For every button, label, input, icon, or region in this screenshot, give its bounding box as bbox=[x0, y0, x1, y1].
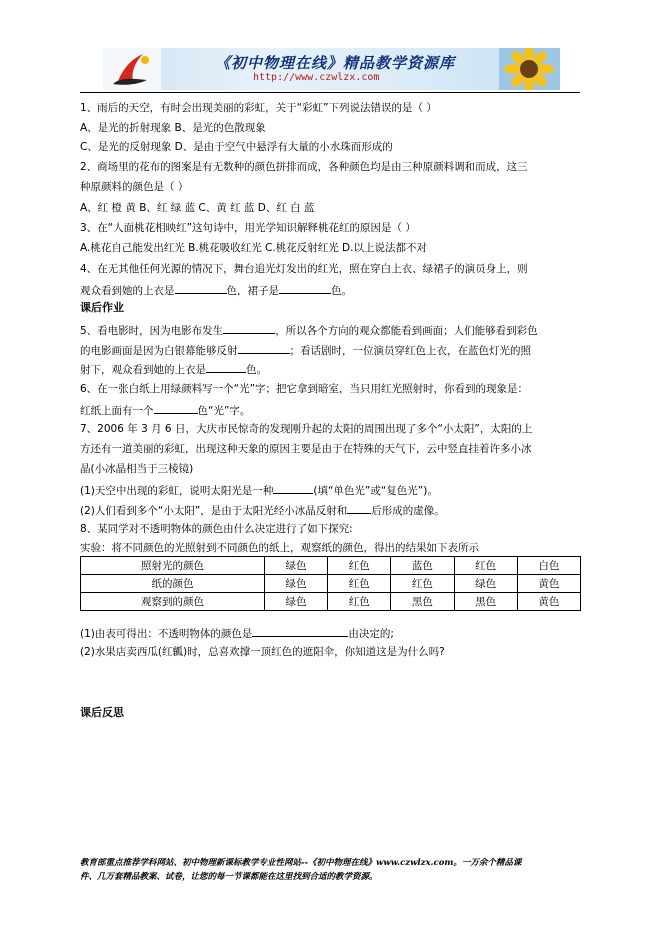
table-cell: 红色 bbox=[328, 575, 391, 593]
question-line-q5-b bbox=[80, 342, 531, 358]
text-segment: 后形成的虚像。 bbox=[371, 505, 445, 517]
answer-blank[interactable] bbox=[223, 322, 275, 334]
table-row-header: 照射光的颜色 bbox=[81, 557, 265, 575]
text-segment: 由决定的; bbox=[348, 628, 394, 640]
answer-blank[interactable] bbox=[154, 402, 198, 414]
question-line-q6-b bbox=[80, 402, 250, 418]
question-line-q1-ab: A、是光的折射现象 B、是光的色散现象 bbox=[80, 122, 266, 134]
answer-blank[interactable] bbox=[252, 625, 348, 637]
text-segment: (1)天空中出现的彩虹，说明太阳光是一种 bbox=[80, 485, 274, 497]
footer-line: 教育部重点推荐学科网站、初中物理新课标教学专业性网站--《初中物理在线》www.czwlzx.com。一万余个精品课 bbox=[80, 858, 522, 868]
question-line-q4-a: 4、在无其他任何光源的情况下，舞台追光灯发出的红光，照在穿白上衣、绿裙子的演员身上，则 bbox=[80, 263, 528, 275]
question-line-q8-1 bbox=[80, 625, 394, 641]
question-line-q1-cd: C、是光的反射现象 D、是由于空气中悬浮有大量的小水珠而形成的 bbox=[80, 141, 393, 153]
question-line-q5-c bbox=[80, 361, 267, 377]
text-segment: (1)由表可得出：不透明物体的颜色是 bbox=[80, 628, 253, 640]
question-line-q8-2: (2)水果店卖西瓜(红瓤)时，总喜欢撑一顶红色的遮阳伞，你知道这是为什么吗? bbox=[80, 646, 445, 658]
answer-blank[interactable] bbox=[206, 361, 246, 373]
answer-blank[interactable] bbox=[175, 282, 227, 294]
answer-blank[interactable] bbox=[238, 342, 290, 354]
table-cell: 黑色 bbox=[391, 593, 454, 611]
table-cell: 绿色 bbox=[264, 593, 327, 611]
table-row bbox=[81, 575, 581, 593]
question-line-q1: 1、雨后的天空，有时会出现美丽的彩虹，关于“彩虹”下列说法错误的是（ ） bbox=[80, 102, 437, 114]
table-cell: 红色 bbox=[454, 557, 517, 575]
question-line-q4-b bbox=[80, 282, 352, 298]
table-row bbox=[81, 557, 581, 575]
footer-line: 件、几万套精品教案、试卷，让您的每一节课都能在这里找到合适的教学资源。 bbox=[80, 872, 378, 882]
text-segment: 色“光”字。 bbox=[197, 405, 251, 417]
question-line-q3: 3、在“人面桃花相映红”这句诗中，用光学知识解释桃花红的原因是（ ） bbox=[80, 222, 416, 234]
answer-blank[interactable] bbox=[347, 502, 371, 514]
table-cell: 白色 bbox=[517, 557, 580, 575]
question-line-q2-opts: A、红 橙 黄 B、红 绿 蓝 C、黄 红 蓝 D、红 白 蓝 bbox=[80, 202, 315, 214]
answer-blank[interactable] bbox=[273, 482, 313, 494]
question-line-q7-a: 7、2006 年 3 月 6 日，大庆市民惊奇的发现刚升起的太阳的周围出现了多个“小太阳”，太阳的上 bbox=[80, 423, 533, 435]
text-segment: 色，裙子是 bbox=[226, 285, 279, 297]
text-segment: 5、看电影时，因为电影布发生 bbox=[80, 325, 224, 337]
header-rule bbox=[80, 92, 580, 93]
question-line-q3-opts: A.桃花自己能发出红光 B.桃花吸收红光 C.桃花反射红光 D.以上说法都不对 bbox=[80, 242, 427, 254]
table-cell: 红色 bbox=[328, 557, 391, 575]
section-heading-hw: 课后作业 bbox=[80, 301, 124, 314]
text-segment: 射下，观众看到她的上衣是 bbox=[80, 364, 206, 376]
text-segment: (填“单色光”或“复色光”)。 bbox=[313, 485, 438, 497]
text-segment: 的电影画面是因为白银幕能够反射 bbox=[80, 345, 238, 357]
banner-title: 《初中物理在线》精品教学资源库 bbox=[215, 54, 456, 72]
header-banner bbox=[103, 48, 560, 90]
text-segment: 观众看到她的上衣是 bbox=[80, 285, 175, 297]
experiment-table bbox=[80, 556, 581, 611]
table-cell: 黄色 bbox=[517, 575, 580, 593]
site-logo-icon bbox=[103, 48, 161, 90]
question-line-q6-a: 6、在一张白纸上用绿颜料写一个“光”字；把它拿到暗室，当只用红光照射时，你看到的现象是： bbox=[80, 383, 529, 395]
table-cell: 红色 bbox=[328, 593, 391, 611]
question-line-q7-c: 晶(小冰晶相当于三棱镜) bbox=[80, 463, 194, 475]
question-line-q8-exp: 实验：将不同颜色的光照射到不同颜色的纸上，观察纸的颜色，得出的结果如下表所示 bbox=[80, 542, 479, 554]
sunflower-icon bbox=[499, 48, 560, 90]
table-cell: 绿色 bbox=[264, 575, 327, 593]
text-segment: (2)人们看到多个“小太阳”，是由于太阳光经小冰晶反射和 bbox=[80, 505, 348, 517]
text-segment: ；看话剧时，一位演员穿红色上衣，在蓝色灯光的照 bbox=[289, 345, 531, 357]
question-line-q5-a bbox=[80, 322, 538, 338]
table-cell: 黑色 bbox=[454, 593, 517, 611]
text-segment: 红纸上面有一个 bbox=[80, 405, 154, 417]
table-cell: 绿色 bbox=[264, 557, 327, 575]
table-row-header: 纸的颜色 bbox=[81, 575, 265, 593]
question-line-q7-2 bbox=[80, 502, 445, 518]
table-cell: 绿色 bbox=[454, 575, 517, 593]
table-row-header: 观察到的颜色 bbox=[81, 593, 265, 611]
question-line-q2-a: 2、商场里的花布的图案是有无数种的颜色拼排而成，各种颜色均是由三种原颜料调和而成，这三 bbox=[80, 161, 528, 173]
banner-url[interactable]: http://www.czwlzx.com bbox=[253, 72, 380, 83]
text-segment: 色。 bbox=[246, 364, 267, 376]
question-line-q2-b: 种原颜料的颜色是（ ） bbox=[80, 181, 189, 193]
text-segment: 色。 bbox=[331, 285, 352, 297]
section-heading-reflect: 课后反思 bbox=[80, 706, 124, 719]
question-line-q8: 8、某同学对不透明物体的颜色由什么决定进行了如下探究: bbox=[80, 523, 353, 535]
answer-blank[interactable] bbox=[279, 282, 331, 294]
text-segment: ，所以各个方向的观众都能看到画面；人们能够看到彩色 bbox=[275, 325, 538, 337]
table-cell: 蓝色 bbox=[391, 557, 454, 575]
table-row bbox=[81, 593, 581, 611]
question-line-q7-1 bbox=[80, 482, 438, 498]
table-cell: 黄色 bbox=[517, 593, 580, 611]
table-cell: 红色 bbox=[391, 575, 454, 593]
question-line-q7-b: 方还有一道美丽的彩虹，出现这种天象的原因主要是由于在特殊的天气下，云中竖直挂着许多小冰 bbox=[80, 443, 532, 455]
